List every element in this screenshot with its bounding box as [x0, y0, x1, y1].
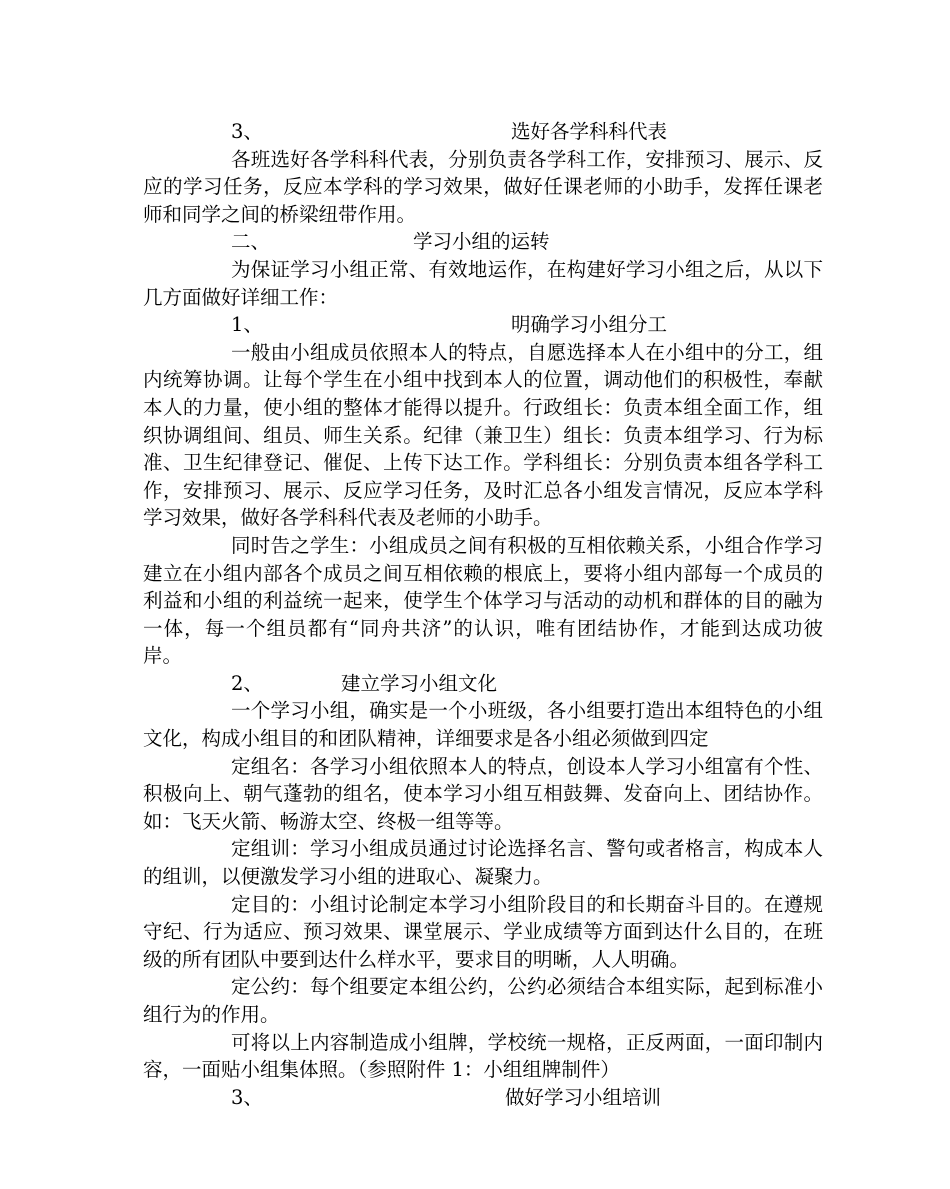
section-title: 建立学习小组文化: [341, 671, 498, 695]
section-title: 明确学习小组分工: [511, 313, 668, 337]
section-heading: [143, 670, 823, 698]
paragraph: 可将以上内容制造成小组牌，学校统一规格，正反两面，一面印制内容，一面贴小组集体照。（参照附件 1：小组组牌制件）: [143, 1030, 823, 1082]
section-heading: [143, 118, 823, 146]
section-number: 3、: [231, 120, 263, 143]
paragraph: 为保证学习小组正常、有效地运作，在构建好学习小组之后，从以下几方面做好详细工作：: [143, 257, 823, 309]
section-title: 学习小组的运转: [413, 230, 550, 254]
section-number: 1、: [231, 313, 263, 337]
section-heading: [143, 1084, 823, 1112]
section-heading: [143, 228, 823, 256]
paragraph: 定组名：各学习小组依照本人的特点，创设本人学习小组富有个性、积极向上、朝气蓬勃的组名，使本学习小组互相鼓舞、发奋向上、团结协作。如：飞天火箭、畅游太空、终极一组等等。: [143, 754, 823, 833]
section-heading: [143, 311, 823, 339]
section-title: 做好学习小组培训: [505, 1085, 662, 1109]
paragraph: 定目的：小组讨论制定本学习小组阶段目的和长期奋斗目的。在遵规守纪、行为适应、预习效果、课堂展示、学业成绩等方面到达什么目的，在班级的所有团队中要到达什么样水平，要求目的明晰，人人明确。: [143, 892, 823, 971]
paragraph: 同时告之学生：小组成员之间有积极的互相依赖关系，小组合作学习建立在小组内部各个成员之间互相依赖的根底上，要将小组内部每一个成员的利益和小组的利益统一起来，使学生个体学习与活动的动机和群体的目的融为一体，每一个组员都有“同舟共济”的认识，唯有团结协作，才能到达成功彼岸。: [143, 533, 823, 668]
paragraph: 定公约：每个组要定本组公约，公约必须结合本组实际，起到标准小组行为的作用。: [143, 975, 823, 1026]
paragraph: 定组训：学习小组成员通过讨论选择名言、警句或者格言，构成本人的组训，以便激发学习小组的进取心、凝聚力。: [143, 837, 823, 889]
paragraph: 各班选好各学科科代表，分别负责各学科工作，安排预习、展示、反应的学习任务，反应本学科的学习效果，做好任课老师的小助手，发挥任课老师和同学之间的桥梁纽带作用。: [143, 147, 823, 226]
section-number: 2、: [231, 671, 263, 695]
section-title: 选好各学科科代表: [511, 120, 668, 143]
section-number: 二、: [231, 230, 271, 254]
section-number: 3、: [231, 1085, 263, 1109]
paragraph: 一般由小组成员依照本人的特点，自愿选择本人在小组中的分工，组内统筹协调。让每个学生在小组中找到本人的位置，调动他们的积极性，奉献本人的力量，使小组的整体才能得以提升。行政组长：负责本组全面工作，组织协调组间、组员、师生关系。纪律（兼卫生）组长：负责本组学习、行为标准、卫生纪律登记、催促、上传下达工作。学科组长：分别负责本组各学科工作，安排预习、展示、反应学习任务，及时汇总各小组发言情况，反应本学科学习效果，做好各学科科代表及老师的小助手。: [143, 340, 823, 530]
document-body: [143, 118, 823, 1111]
paragraph: 一个学习小组，确实是一个小班级，各小组要打造出本组特色的小组文化，构成小组目的和团队精神，详细要求是各小组必须做到四定: [143, 699, 823, 751]
